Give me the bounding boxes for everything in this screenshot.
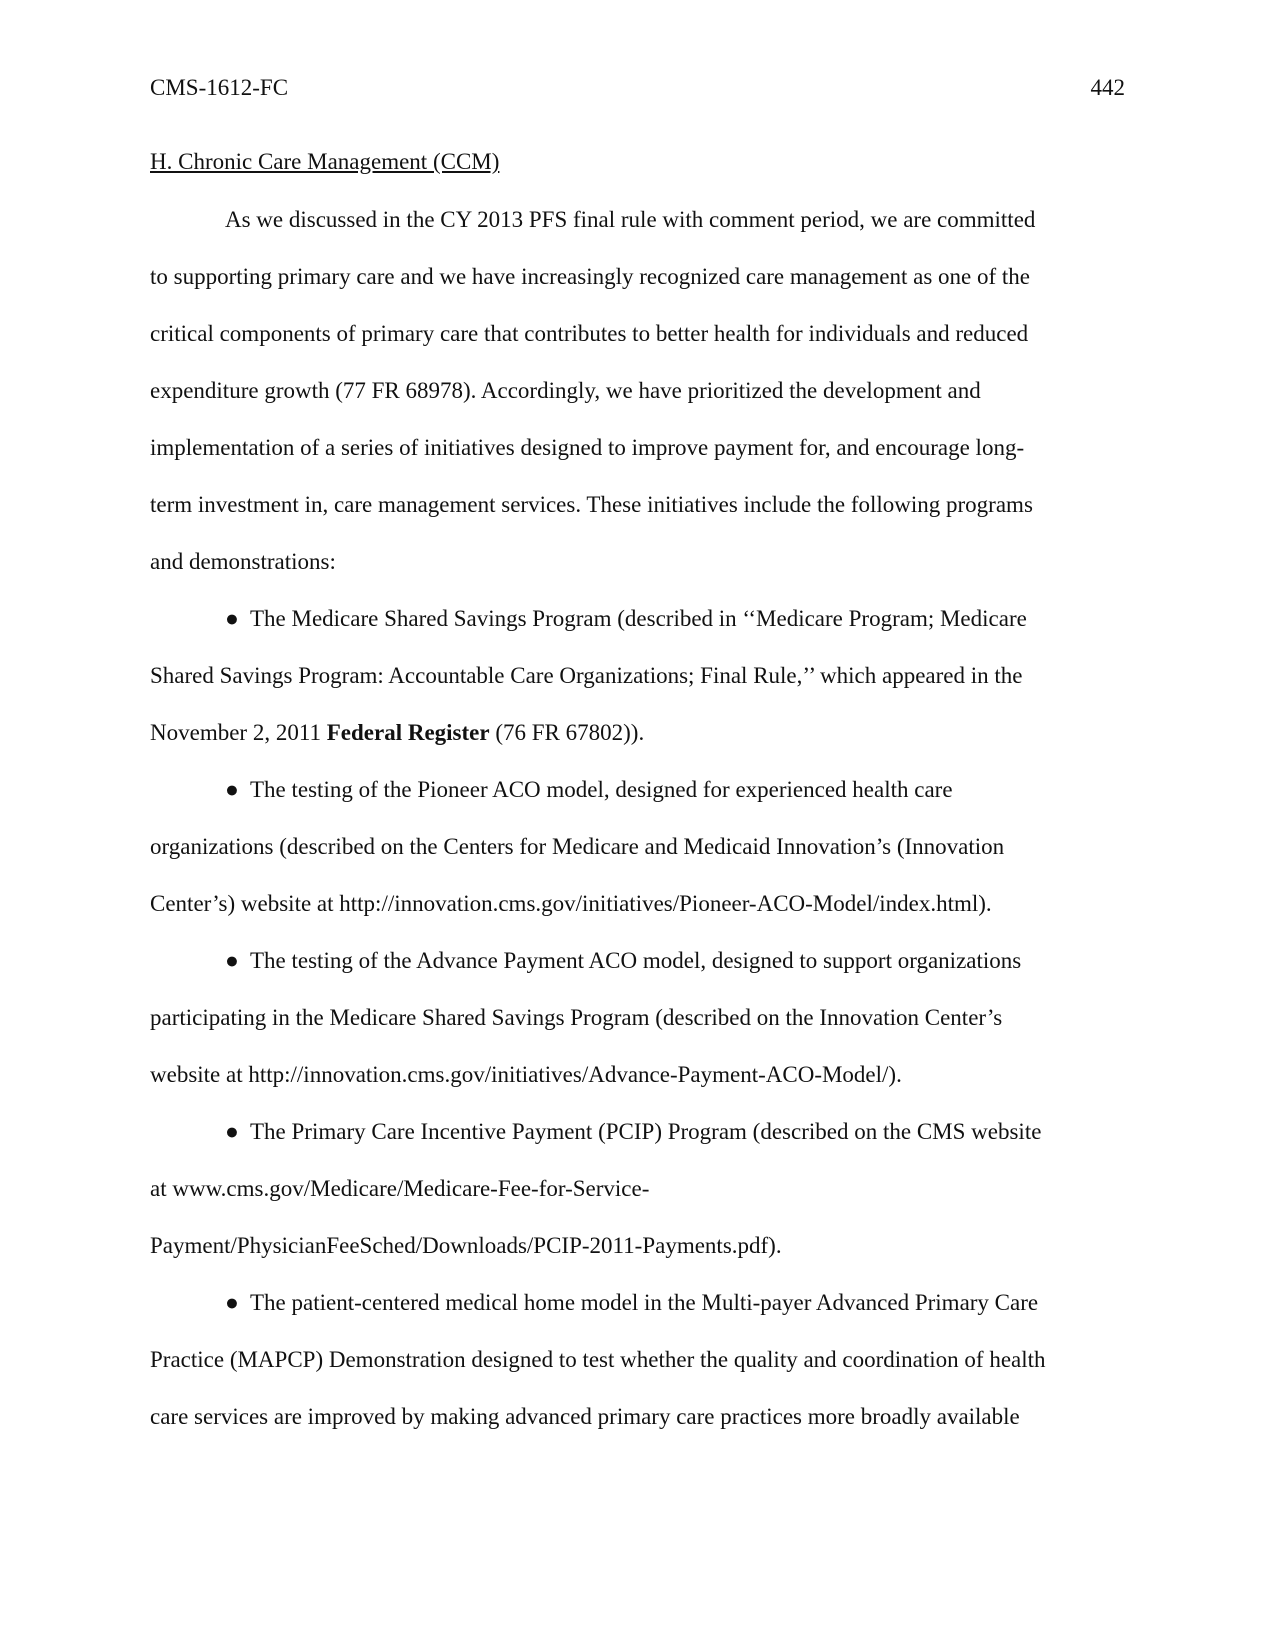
intro-line: and demonstrations: <box>150 549 336 574</box>
intro-paragraph <box>150 191 1128 590</box>
bullet-icon: ● <box>225 606 239 631</box>
document-body <box>150 148 1128 1445</box>
bullet-text: The testing of the Pioneer ACO model, designed for experienced health care <box>250 777 953 802</box>
bullet-item <box>150 1103 1128 1274</box>
bullet-text: website at http://innovation.cms.gov/initiatives/Advance-Payment-ACO-Model/). <box>150 1062 902 1087</box>
bullet-text: Payment/PhysicianFeeSched/Downloads/PCIP-2011-Payments.pdf). <box>150 1233 782 1258</box>
bullet-item <box>150 761 1128 932</box>
intro-line: to supporting primary care and we have increasingly recognized care management as one of the <box>150 264 1031 289</box>
bullet-text: The testing of the Advance Payment ACO model, designed to support organizations <box>250 948 1022 973</box>
bullet-text: The patient-centered medical home model in the Multi-payer Advanced Primary Care <box>250 1290 1039 1315</box>
intro-line: expenditure growth (77 FR 68978). Accordingly, we have prioritized the development and <box>150 378 981 403</box>
section-heading: H. Chronic Care Management (CCM) <box>150 149 500 174</box>
bullet-text: Shared Savings Program: Accountable Care Organizations; Final Rule,’’ which appeared in the <box>150 663 1023 688</box>
bullet-text: The Medicare Shared Savings Program (described in ‘‘Medicare Program; Medicare <box>250 606 1027 631</box>
bullet-text: care services are improved by making advanced primary care practices more broadly available <box>150 1404 1020 1429</box>
bullet-icon: ● <box>225 777 239 802</box>
intro-line: implementation of a series of initiatives designed to improve payment for, and encourage long- <box>150 435 1025 460</box>
bullet-text: organizations (described on the Centers for Medicare and Medicaid Innovation’s (Innovation <box>150 834 1005 859</box>
intro-line: critical components of primary care that contributes to better health for individuals and reduced <box>150 321 1029 346</box>
bullet-text: at www.cms.gov/Medicare/Medicare-Fee-for-Service- <box>150 1176 650 1201</box>
bullet-icon: ● <box>225 1119 239 1144</box>
bullet-item <box>150 932 1128 1103</box>
bullet-item <box>150 1274 1128 1445</box>
bullet-item <box>150 590 1128 761</box>
bullet-text: Center’s) website at http://innovation.cms.gov/initiatives/Pioneer-ACO-Model/index.html). <box>150 891 992 916</box>
intro-line: As we discussed in the CY 2013 PFS final rule with comment period, we are committed <box>225 207 1036 232</box>
bullet-icon: ● <box>225 948 239 973</box>
bullet-text: (76 FR 67802)). <box>489 720 645 745</box>
federal-register-title: Federal Register <box>326 720 490 745</box>
intro-line: term investment in, care management services. These initiatives include the following programs <box>150 492 1033 517</box>
bullet-text: participating in the Medicare Shared Savings Program (described on the Innovation Center’s <box>150 1005 1003 1030</box>
page-number: 442 <box>1090 75 1125 100</box>
bullet-icon: ● <box>225 1290 239 1315</box>
bullet-text: The Primary Care Incentive Payment (PCIP) Program (described on the CMS website <box>250 1119 1042 1144</box>
document-id: CMS-1612-FC <box>150 75 289 100</box>
bullet-text: Practice (MAPCP) Demonstration designed to test whether the quality and coordination of health <box>150 1347 1046 1372</box>
bullet-text: November 2, 2011 <box>150 720 327 745</box>
